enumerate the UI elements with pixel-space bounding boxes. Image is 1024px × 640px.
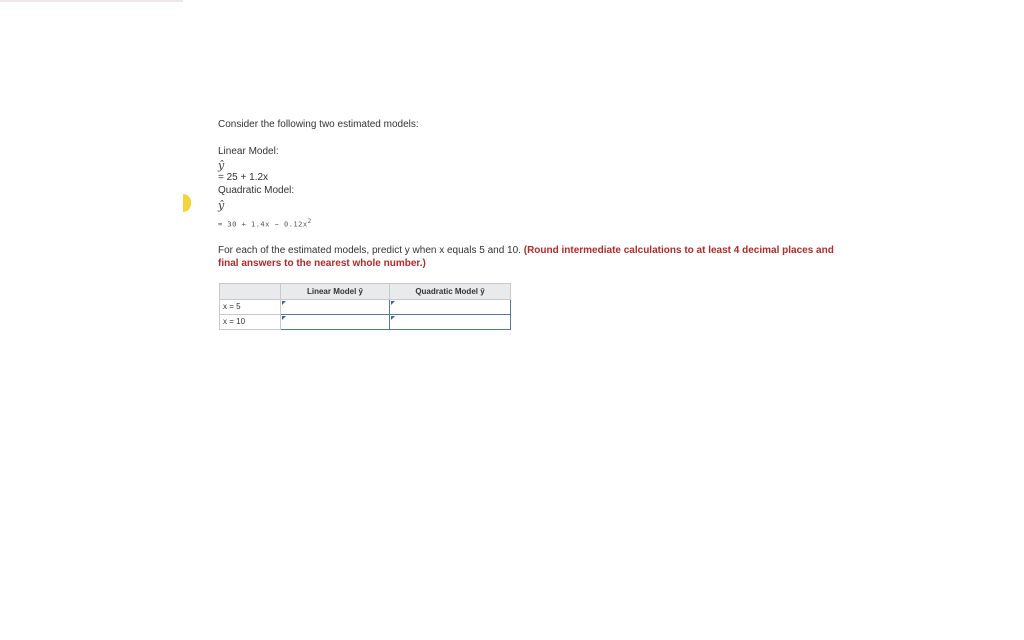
row-label-x-5: x = 5	[220, 300, 281, 315]
quadratic-answer-cell-x-5[interactable]	[390, 300, 511, 315]
prediction-instruction	[218, 244, 838, 270]
question-marker	[183, 194, 191, 212]
quadratic-equation-exponent: 2	[307, 217, 312, 225]
quadratic-answer-input-x-10[interactable]	[390, 315, 510, 329]
linear-model-label: Linear Model:	[218, 145, 279, 157]
table-row-x-5	[220, 300, 511, 315]
answer-table-header-row	[220, 284, 511, 300]
question-content	[218, 116, 858, 270]
answer-table-body	[220, 300, 511, 330]
top-divider-line	[0, 0, 183, 2]
instruction-text: For each of the estimated models, predict y when x equals 5 and 10.	[218, 244, 521, 256]
answer-table	[219, 283, 511, 330]
linear-model-block	[218, 146, 858, 185]
linear-answer-input-x-5[interactable]	[281, 300, 389, 314]
blank-header-cell	[220, 284, 281, 300]
quadratic-equation-main: = 30 + 1.4x − 0.12x	[218, 219, 308, 228]
quadratic-model-header: Quadratic Model ŷ	[390, 284, 511, 300]
quadratic-answer-cell-x-10[interactable]	[390, 315, 511, 330]
quadratic-answer-input-x-5[interactable]	[390, 300, 510, 314]
intro-text: Consider the following two estimated models:	[218, 119, 419, 130]
rounding-instruction: (Round intermediate calculations to at least 4 decimal places and final answers to the nearest whole number.)	[218, 244, 834, 269]
linear-answer-cell-x-10[interactable]	[281, 315, 390, 330]
linear-model-header: Linear Model ŷ	[281, 284, 390, 300]
linear-yhat-symbol: ŷ	[218, 159, 225, 172]
answer-table-header	[220, 284, 511, 300]
table-row-x-10	[220, 315, 511, 330]
row-label-x-10: x = 10	[220, 315, 281, 330]
quadratic-yhat-symbol: ŷ	[218, 198, 225, 212]
quadratic-model-block	[218, 185, 858, 230]
linear-answer-cell-x-5[interactable]	[281, 300, 390, 315]
linear-answer-input-x-10[interactable]	[281, 315, 389, 329]
linear-model-equation: = 25 + 1.2x	[218, 172, 269, 183]
quadratic-model-equation	[218, 216, 858, 230]
quadratic-model-label: Quadratic Model:	[218, 185, 295, 196]
